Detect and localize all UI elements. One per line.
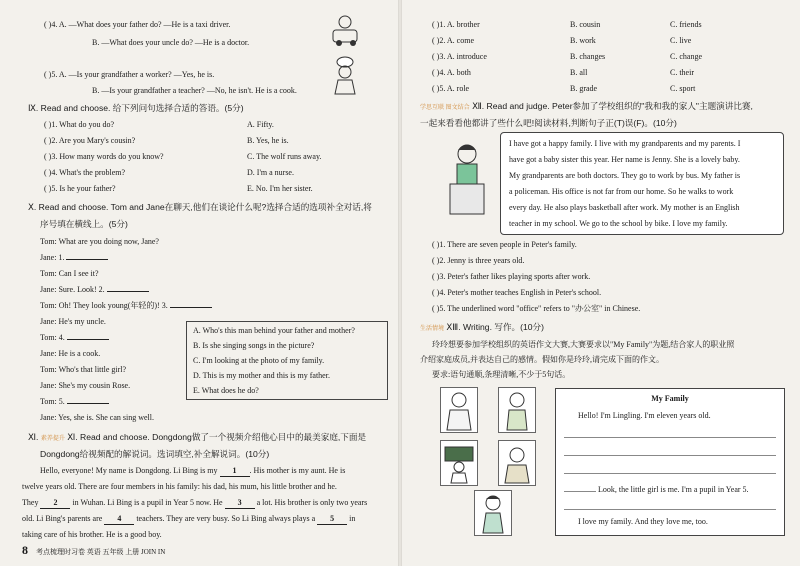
taxi-driver-illustration — [325, 14, 365, 48]
judge-q5: ( )5. The underlined word "office" refers to "办公室" in Chinese. — [432, 304, 641, 313]
sec13-title: 生活情境 ⅩⅢ. Writing. 写作。(10分) — [420, 322, 545, 332]
sec9-q4: ( )4. What's the problem? — [44, 168, 126, 177]
q8-row-2-b: B. work — [570, 36, 596, 45]
photo-father — [498, 387, 536, 433]
right-page — [400, 0, 800, 566]
essay-box — [555, 388, 785, 536]
dialog-line-2: Jane: 1. — [40, 253, 108, 263]
q8-row-4-a: ( )4. A. both — [432, 68, 471, 77]
sec11-para-4: old. Li Bing's parents are 4 teachers. They are very busy. So Li Bing always plays a 5 in — [22, 514, 356, 523]
page-number: 8 — [22, 543, 28, 557]
sec9-a2: B. Yes, he is. — [247, 136, 289, 145]
judge-q2: ( )2. Jenny is three years old. — [432, 256, 525, 265]
sec13-tag: 生活情境 — [420, 326, 445, 332]
dialog-line-7: Tom: 4. — [40, 333, 109, 343]
sec13-intro-2: 介绍家庭成员,并表达自己的感情。假如你是玲玲,请完成下面的作文。 — [420, 355, 664, 364]
sec11-para-5: taking care of his brother. He is a good boy. — [22, 530, 162, 539]
q8-row-3-c: C. change — [670, 52, 702, 61]
sec11-title-2: Dongdong给视频配的解说词。选词填空,补全解说词。(10分) — [40, 449, 270, 459]
q8-row-4-b: B. all — [570, 68, 588, 77]
essay-middle-line: Look, the little girl is me. I'm a pupil in Year 5. — [598, 485, 749, 494]
sec11-para-2: twelve years old. There are four members in his family: his dad, his mum, his little brother and he. — [22, 482, 337, 491]
q8-row-2-a: ( )2. A. come — [432, 36, 474, 45]
q8-row-1-c: C. friends — [670, 20, 702, 29]
cook-illustration — [330, 56, 360, 96]
dialog-line-12: Jane: Yes, she is. She can sing well. — [40, 413, 154, 422]
option-c: C. I'm looking at the photo of my family. — [193, 356, 325, 365]
sec11-para-1: Hello, everyone! My name is Dongdong. Li Bing is my 1 . His mother is my aunt. He is — [40, 466, 346, 475]
sec9-a5: E. No. I'm her sister. — [247, 184, 313, 193]
dialog-line-5: Tom: Oh! They look young(年轻的)! 3. — [40, 301, 212, 311]
passage-line-2: have got a baby sister this year. Her name is Jenny. She is a lovely baby. — [509, 155, 740, 164]
sec11-title-1: Ⅺ. 素养提升 Ⅺ. Read and choose. Dongdong做了一个视频介绍他心目中的最美家庭,下面是 — [28, 432, 367, 442]
passage-line-5: every day. He also plays basketball after work. My mother is an English — [509, 203, 740, 212]
sec9-a4: D. I'm a nurse. — [247, 168, 294, 177]
q8-4a: ( )4. A. —What does your father do? —He is a taxi driver. — [44, 20, 231, 29]
dialog-line-10: Jane: She's my cousin Rose. — [40, 381, 131, 390]
q8-5b: B. —Is your grandfather a teacher? —No, he isn't. He is a cook. — [92, 86, 297, 95]
sec9-q3: ( )3. How many words do you know? — [44, 152, 164, 161]
q8-row-1-b: B. cousin — [570, 20, 601, 29]
sec13-intro-1: 玲玲想要参加学校组织的英语作文大赛,大赛要求以"My Family"为题,结合家人的职业照 — [432, 340, 735, 349]
q8-5a: ( )5. A. —Is your grandfather a worker? —Yes, he is. — [44, 70, 215, 79]
q8-row-3-b: B. changes — [570, 52, 606, 61]
sec12-tag: 学思互联 图文结合 — [420, 105, 470, 111]
dialog-line-11: Tom: 5. — [40, 397, 109, 407]
option-b: B. Is she singing songs in the picture? — [193, 341, 315, 350]
q8-row-3-a: ( )3. A. introduce — [432, 52, 487, 61]
boy-speaker-illustration — [442, 140, 492, 220]
photo-mother-teacher — [440, 440, 478, 486]
passage-line-4: a policeman. His office is not far from our home. So he walks to work — [509, 187, 734, 196]
sec11-tag: 素养提升 — [40, 436, 65, 442]
photo-little-girl — [474, 490, 512, 536]
dialog-line-4: Jane: Sure. Look! 2. — [40, 285, 149, 295]
sec9-q1: ( )1. What do you do? — [44, 120, 115, 129]
q8-row-5-a: ( )5. A. role — [432, 84, 470, 93]
sec10-title-1: Ⅹ. Read and choose. Tom and Jane在聊天,他们在谈论什么呢?选择合适的选项补全对话,将 — [28, 202, 372, 212]
photo-doctor — [440, 387, 478, 433]
sec9-a3: C. The wolf runs away. — [247, 152, 322, 161]
essay-last-line: I love my family. And they love me, too. — [578, 517, 708, 526]
q8-row-5-b: B. grade — [570, 84, 598, 93]
sec13-requirement: 要求:语句通顺,条理清晰,不少于5句话。 — [432, 370, 571, 379]
photo-grandparent — [498, 440, 536, 486]
passage-line-6: teacher in my school. We go to the school by bike. I love my family. — [509, 219, 728, 228]
writing-line-3[interactable] — [564, 473, 776, 474]
passage-line-3: My grandparents are both doctors. They go to work by bus. My father is — [509, 171, 741, 180]
writing-line-2[interactable] — [564, 455, 776, 456]
sec9-a1: A. Fifty. — [247, 120, 274, 129]
q8-row-4-c: C. their — [670, 68, 694, 77]
sec9-title: Ⅸ. Read and choose. 给下列问句选择合适的答语。(5分) — [28, 103, 244, 113]
sec10-title-2: 序号填在横线上。(5分) — [40, 219, 128, 229]
q8-row-5-c: C. sport — [670, 84, 696, 93]
dialog-line-6: Jane: He's my uncle. — [40, 317, 106, 326]
passage-line-1: I have got a happy family. I live with my grandparents and my parents. I — [509, 139, 741, 148]
writing-line-5[interactable] — [564, 509, 776, 510]
writing-line-4[interactable] — [564, 491, 596, 492]
sec12-title-2: 一起来看看他都讲了些什么吧!阅读材料,判断句子正(T)误(F)。(10分) — [420, 118, 677, 128]
essay-first-line: Hello! I'm Lingling. I'm eleven years old. — [578, 411, 711, 420]
q8-row-2-c: C. live — [670, 36, 692, 45]
sec12-title-1: 学思互联 图文结合 Ⅻ. Read and judge. Peter参加了学校组织的"我和我的家人"主题演讲比赛, — [420, 101, 753, 111]
judge-q1: ( )1. There are seven people in Peter's family. — [432, 240, 577, 249]
footer-text: 考点梳理时习卷 英语 五年级 上册 JOIN IN — [36, 548, 166, 556]
judge-q4: ( )4. Peter's mother teaches English in Peter's school. — [432, 288, 602, 297]
dialog-line-8: Jane: He is a cook. — [40, 349, 101, 358]
sec11-para-3: They 2 in Wuhan. Li Bing is a pupil in Year 5 now. He 3 a lot. His brother is only two years — [22, 498, 368, 507]
writing-line-1[interactable] — [564, 437, 776, 438]
passage-box — [500, 132, 784, 235]
option-d: D. This is my mother and this is my father. — [193, 371, 330, 380]
option-a: A. Who's this man behind your father and mother? — [193, 326, 355, 335]
dialog-line-9: Tom: Who's that little girl? — [40, 365, 127, 374]
q8-row-1-a: ( )1. A. brother — [432, 20, 480, 29]
sec9-q5: ( )5. Is he your father? — [44, 184, 116, 193]
sec9-q2: ( )2. Are you Mary's cousin? — [44, 136, 136, 145]
options-box — [186, 321, 388, 400]
q8-4b: B. —What does your uncle do? —He is a doctor. — [92, 38, 250, 47]
judge-q3: ( )3. Peter's father likes playing sports after work. — [432, 272, 591, 281]
essay-title: My Family — [651, 394, 689, 403]
dialog-line-3: Tom: Can I see it? — [40, 269, 99, 278]
option-e: E. What does he do? — [193, 386, 259, 395]
dialog-line-1: Tom: What are you doing now, Jane? — [40, 237, 159, 246]
